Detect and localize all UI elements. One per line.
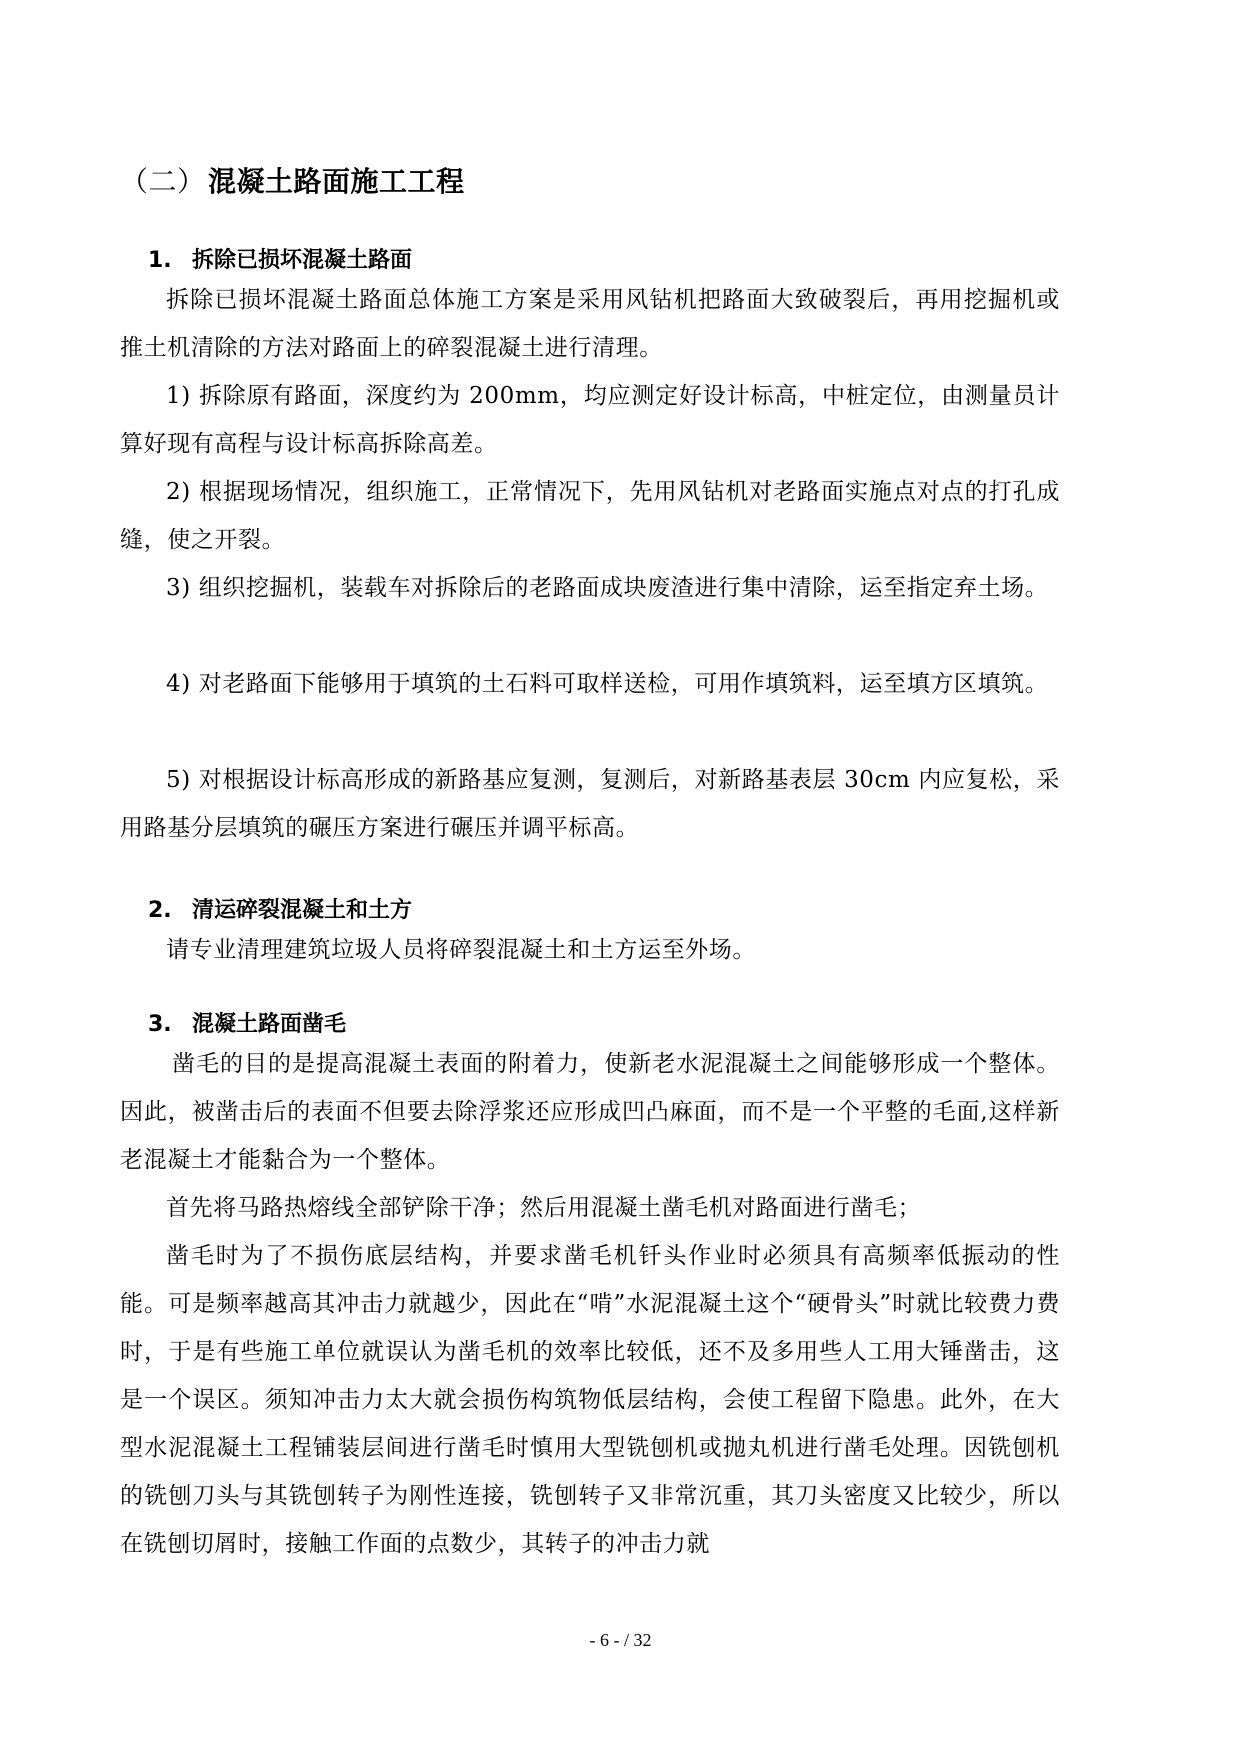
section-number: （二） [120,165,206,198]
subheading-3 [148,1007,346,1038]
subheading-2-number: 2. [148,898,172,923]
section-heading [120,160,465,200]
section-title: 混凝土路面施工工程 [208,165,465,198]
paragraph-chiseling-purpose: 凿毛的目的是提高混凝土表面的附着力，使新老水泥混凝土之间能够形成一个整体。因此，被凿击后的表面不但要去除浮浆还应形成凹凸麻面，而不是一个平整的毛面,这样新老混凝土才能黏合为一个整体。 [120,1051,1060,1173]
subheading-1 [148,243,412,274]
list-item-5: 5) 对根据设计标高形成的新路基应复测，复测后，对新路基表层 30cm 内应复松，采用路基分层填筑的碾压方案进行碾压并调平标高。 [120,767,1060,841]
subheading-3-number: 3. [148,1012,172,1037]
list-item-3: 3) 组织挖掘机，装载车对拆除后的老路面成块废渣进行集中清除，运至指定弃土场。 [166,575,1049,601]
paragraph-chiseling-steps: 首先将马路热熔线全部铲除干净；然后用混凝土凿毛机对路面进行凿毛； [166,1195,922,1221]
list-item-4: 4) 对老路面下能够用于填筑的土石料可取样送检，可用作填筑料，运至填方区填筑。 [166,671,1049,697]
subheading-1-title: 拆除已损坏混凝土路面 [192,248,413,273]
list-item-2: 2) 根据现场情况，组织施工，正常情况下，先用风钻机对老路面实施点对点的打孔成缝，使之开裂。 [120,479,1060,553]
paragraph-cleanup: 请专业清理建筑垃圾人员将碎裂混凝土和土方运至外场。 [166,937,756,963]
subheading-2-title: 清运碎裂混凝土和土方 [192,898,413,923]
paragraph-intro: 拆除已损坏混凝土路面总体施工方案是采用风钻机把路面大致破裂后，再用挖掘机或推土机清除的方法对路面上的碎裂混凝土进行清理。 [120,287,1060,361]
page-number: - 6 - / 32 [589,1630,652,1650]
subheading-3-title: 混凝土路面凿毛 [192,1012,347,1037]
subheading-2 [148,893,412,924]
subheading-1-number: 1. [148,248,172,273]
list-item-1: 1) 拆除原有路面，深度约为 200mm，均应测定好设计标高，中桩定位，由测量员计算好现有高程与设计标高拆除高差。 [120,383,1060,457]
paragraph-chiseling-notes: 凿毛时为了不损伤底层结构，并要求凿毛机钎头作业时必须具有高频率低振动的性能。可是频率越高其冲击力就越少，因此在“啃”水泥混凝土这个“硬骨头”时就比较费力费时，于是有些施工单位就误认为凿毛机的效率比较低，还不及多用些人工用大锤凿击，这是一个误区。须知冲击力太大就会损伤构筑物低层结构，会使工程留下隐患。此外，在大型水泥混凝土工程铺装层间进行凿毛时慎用大型铣刨机或抛丸机进行凿毛处理。因铣刨机的铣刨刀头与其铣刨转子为刚性连接，铣刨转子又非常沉重，其刀头密度又比较少，所以在铣刨切屑时，接触工作面的点数少，其转子的冲击力就 [120,1243,1060,1557]
